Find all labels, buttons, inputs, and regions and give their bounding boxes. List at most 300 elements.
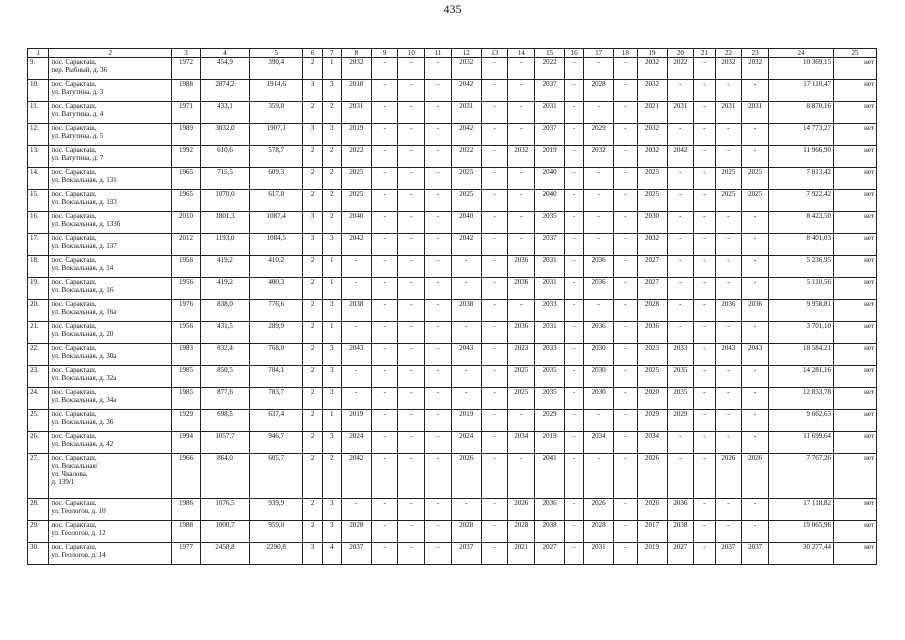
cost-cell: 7 767,26 (768, 454, 833, 499)
year-cell: - (715, 410, 742, 432)
year-cell: - (667, 212, 694, 234)
year-cell: - (715, 388, 742, 410)
column-7-cell: 3 (322, 234, 341, 256)
row-number-cell: 12. (28, 124, 49, 146)
year-cell: 2025 (637, 168, 667, 190)
address-cell (49, 80, 172, 102)
year-cell: - (371, 146, 398, 168)
year-cell: - (481, 124, 508, 146)
total-area-cell: 431,5 (200, 322, 249, 344)
year-built-cell: 1956 (172, 322, 201, 344)
column-25-cell: нет (834, 300, 877, 322)
year-cell: 2038 (341, 300, 371, 322)
year-cell: - (398, 499, 425, 521)
year-cell: - (425, 366, 452, 388)
year-cell: - (614, 388, 637, 410)
year-cell: - (715, 499, 742, 521)
year-cell: - (614, 278, 637, 300)
year-cell: - (398, 256, 425, 278)
column-6-cell: 2 (303, 410, 322, 432)
year-cell: 2042 (451, 80, 481, 102)
year-cell: - (425, 300, 452, 322)
year-cell: - (614, 256, 637, 278)
year-cell: - (398, 58, 425, 80)
year-cell: - (425, 168, 452, 190)
address-cell (49, 543, 172, 565)
year-cell: 2017 (637, 521, 667, 543)
year-cell: 2030 (584, 388, 614, 410)
year-cell: 2043 (715, 344, 742, 366)
year-cell: - (565, 80, 584, 102)
year-cell: - (425, 388, 452, 410)
year-cell: - (565, 322, 584, 344)
column-25-cell: нет (834, 521, 877, 543)
column-7-cell: 4 (322, 543, 341, 565)
column-number-6: 6 (303, 49, 322, 58)
column-25-cell: нет (834, 499, 877, 521)
year-cell: 2034 (584, 432, 614, 454)
year-cell: - (742, 388, 769, 410)
cost-cell: 17 110,47 (768, 80, 833, 102)
column-number-24: 24 (768, 49, 833, 58)
year-cell: 2018 (341, 80, 371, 102)
cost-cell: 9 662,63 (768, 410, 833, 432)
year-cell: 2025 (637, 190, 667, 212)
year-cell: - (715, 80, 742, 102)
year-cell: - (584, 168, 614, 190)
table-row (28, 521, 877, 543)
living-area-cell: 617,8 (250, 190, 303, 212)
year-cell: - (425, 499, 452, 521)
column-number-9: 9 (371, 49, 398, 58)
year-cell: - (398, 322, 425, 344)
year-cell: - (694, 190, 715, 212)
year-cell: - (425, 278, 452, 300)
year-cell: - (481, 146, 508, 168)
column-7-cell: 3 (322, 344, 341, 366)
year-cell: 2026 (451, 454, 481, 499)
year-cell: 2031 (535, 278, 565, 300)
year-cell: - (715, 234, 742, 256)
table-row (28, 146, 877, 168)
column-6-cell: 2 (303, 256, 322, 278)
year-cell: 2043 (341, 344, 371, 366)
living-area-cell: 939,9 (250, 499, 303, 521)
column-7-cell: 1 (322, 322, 341, 344)
year-cell: 2027 (535, 543, 565, 565)
year-cell: 2028 (584, 521, 614, 543)
year-cell: 2043 (451, 344, 481, 366)
address-line: ул. Вокзальная, д. 42 (51, 440, 114, 448)
table-row (28, 300, 877, 322)
column-25-cell: нет (834, 322, 877, 344)
column-7-cell: 3 (322, 521, 341, 543)
address-line: ул. Вокзальная, д. 14 (51, 264, 114, 272)
year-cell: 2028 (637, 300, 667, 322)
year-cell: - (565, 344, 584, 366)
year-built-cell: 1988 (172, 80, 201, 102)
year-cell: - (398, 344, 425, 366)
year-cell: - (398, 146, 425, 168)
year-cell: - (425, 454, 452, 499)
year-cell: - (694, 521, 715, 543)
year-cell: - (694, 234, 715, 256)
year-cell: - (694, 124, 715, 146)
address-cell (49, 58, 172, 80)
year-cell: - (371, 366, 398, 388)
year-cell: 2030 (584, 366, 614, 388)
year-cell: - (398, 543, 425, 565)
living-area-cell: 637,4 (250, 410, 303, 432)
year-cell: - (481, 366, 508, 388)
address-line: ул. Вокзальная/ (51, 462, 98, 470)
year-cell: 2036 (742, 300, 769, 322)
year-built-cell: 2012 (172, 234, 201, 256)
address-cell (49, 344, 172, 366)
row-number-cell: 9. (28, 58, 49, 80)
year-cell: 2032 (508, 146, 535, 168)
year-cell: 2036 (667, 499, 694, 521)
living-area-cell: 946,7 (250, 432, 303, 454)
address-line: ул. Геологов, д. 10 (51, 507, 106, 515)
total-area-cell: 419,2 (200, 278, 249, 300)
year-cell: - (584, 212, 614, 234)
year-cell: - (565, 499, 584, 521)
year-cell: - (371, 322, 398, 344)
address-line: ул. Ватутина, д. 3 (51, 88, 104, 96)
address-line: пос. Саракташ, (51, 543, 97, 551)
address-cell (49, 499, 172, 521)
address-line: пос. Саракташ, (51, 80, 97, 88)
year-cell: 2038 (535, 521, 565, 543)
total-area-cell: 454,9 (200, 58, 249, 80)
year-built-cell: 1988 (172, 521, 201, 543)
year-cell: 2025 (742, 168, 769, 190)
column-7-cell: 3 (322, 499, 341, 521)
column-number-8: 8 (341, 49, 371, 58)
year-cell: - (341, 322, 371, 344)
address-line: ул. Вокзальная, д. 34а (51, 396, 117, 404)
year-cell: - (584, 300, 614, 322)
year-cell: - (694, 366, 715, 388)
year-cell: - (398, 454, 425, 499)
column-25-cell: нет (834, 146, 877, 168)
year-cell: - (398, 234, 425, 256)
year-cell: - (565, 521, 584, 543)
column-25-cell: нет (834, 234, 877, 256)
column-6-cell: 2 (303, 322, 322, 344)
year-cell: - (481, 410, 508, 432)
year-cell: - (508, 124, 535, 146)
table-row (28, 499, 877, 521)
cost-cell: 14 773,27 (768, 124, 833, 146)
column-25-cell: нет (834, 80, 877, 102)
year-cell: 2030 (584, 344, 614, 366)
year-cell: - (425, 521, 452, 543)
column-6-cell: 2 (303, 499, 322, 521)
row-number-cell: 18. (28, 256, 49, 278)
year-cell: 2036 (715, 300, 742, 322)
column-25-cell: нет (834, 256, 877, 278)
column-7-cell: 2 (322, 212, 341, 234)
column-25-cell: нет (834, 410, 877, 432)
year-cell: - (694, 300, 715, 322)
year-cell: - (371, 212, 398, 234)
year-cell: 2026 (715, 454, 742, 499)
address-line: ул. Вокзальная, д. 30а (51, 352, 117, 360)
year-cell: 2031 (535, 102, 565, 124)
column-6-cell: 2 (303, 300, 322, 322)
year-cell: - (341, 256, 371, 278)
year-cell: - (425, 256, 452, 278)
column-number-21: 21 (694, 49, 715, 58)
column-6-cell: 2 (303, 366, 322, 388)
year-cell: 2036 (508, 322, 535, 344)
address-line: пос. Саракташ, (51, 388, 97, 396)
address-cell (49, 300, 172, 322)
total-area-cell: 3032,0 (200, 124, 249, 146)
address-line: пос. Саракташ, (51, 432, 97, 440)
cost-cell: 18 584,21 (768, 344, 833, 366)
year-cell: - (667, 256, 694, 278)
year-built-cell: 1956 (172, 256, 201, 278)
year-cell: - (398, 278, 425, 300)
year-built-cell: 1994 (172, 432, 201, 454)
column-25-cell: нет (834, 432, 877, 454)
table-row (28, 256, 877, 278)
living-area-cell: 784,1 (250, 366, 303, 388)
year-cell: - (508, 234, 535, 256)
table-row (28, 190, 877, 212)
year-cell: 2025 (451, 190, 481, 212)
table-row (28, 388, 877, 410)
year-built-cell: 1983 (172, 344, 201, 366)
year-built-cell: 1966 (172, 454, 201, 499)
year-cell: - (451, 256, 481, 278)
year-cell: - (584, 454, 614, 499)
total-area-cell: 1000,7 (200, 521, 249, 543)
address-line: пос. Саракташ, (51, 190, 97, 198)
row-number-cell: 17. (28, 234, 49, 256)
column-6-cell: 2 (303, 146, 322, 168)
total-area-cell: 1801,3 (200, 212, 249, 234)
year-cell: 2031 (584, 543, 614, 565)
row-number-cell: 27. (28, 454, 49, 499)
year-cell: 2043 (742, 344, 769, 366)
column-25-cell: нет (834, 190, 877, 212)
year-built-cell: 1985 (172, 366, 201, 388)
column-25-cell: нет (834, 543, 877, 565)
living-area-cell: 959,0 (250, 521, 303, 543)
year-cell: - (614, 102, 637, 124)
year-cell: - (508, 190, 535, 212)
year-cell: - (584, 102, 614, 124)
year-cell: - (341, 278, 371, 300)
year-cell: 2032 (637, 146, 667, 168)
year-cell: - (694, 146, 715, 168)
column-7-cell: 3 (322, 300, 341, 322)
year-cell: - (742, 234, 769, 256)
cost-cell: 5 236,95 (768, 256, 833, 278)
table-row (28, 454, 877, 499)
year-cell: 2034 (637, 432, 667, 454)
column-number-16: 16 (565, 49, 584, 58)
row-number-cell: 22. (28, 344, 49, 366)
year-cell: - (508, 168, 535, 190)
year-cell: 2031 (341, 102, 371, 124)
cost-cell: 3 701,10 (768, 322, 833, 344)
address-cell (49, 432, 172, 454)
year-cell: - (425, 234, 452, 256)
year-cell: - (614, 499, 637, 521)
address-line: ул. Вокзальная, д. 16 (51, 286, 114, 294)
year-cell: 2028 (451, 521, 481, 543)
living-area-cell: 605,7 (250, 454, 303, 499)
total-area-cell: 864,0 (200, 454, 249, 499)
year-cell: - (614, 454, 637, 499)
year-cell: - (715, 256, 742, 278)
row-number-cell: 21. (28, 322, 49, 344)
cost-cell: 7 813,42 (768, 168, 833, 190)
year-cell: 2026 (742, 454, 769, 499)
column-number-7: 7 (322, 49, 341, 58)
address-line: ул. Вокзальная, д. 133б (51, 220, 121, 228)
column-number-10: 10 (398, 49, 425, 58)
row-number-cell: 28. (28, 499, 49, 521)
table-row (28, 102, 877, 124)
year-cell: - (694, 388, 715, 410)
year-cell: 2031 (715, 102, 742, 124)
year-cell: - (667, 190, 694, 212)
year-built-cell: 1965 (172, 168, 201, 190)
row-number-cell: 16. (28, 212, 49, 234)
total-area-cell: 1070,0 (200, 190, 249, 212)
year-cell: - (508, 102, 535, 124)
year-cell: 2042 (667, 146, 694, 168)
year-cell: 2032 (637, 124, 667, 146)
living-area-cell: 390,4 (250, 58, 303, 80)
year-cell: 2023 (637, 344, 667, 366)
address-cell (49, 190, 172, 212)
year-cell: - (742, 521, 769, 543)
column-25-cell: нет (834, 124, 877, 146)
total-area-cell: 838,0 (200, 300, 249, 322)
year-cell: - (481, 234, 508, 256)
year-cell: - (694, 344, 715, 366)
table-row (28, 58, 877, 80)
year-cell: - (371, 388, 398, 410)
year-cell: - (371, 521, 398, 543)
year-cell: - (694, 58, 715, 80)
address-cell (49, 278, 172, 300)
address-line: пос. Саракташ, (51, 410, 97, 418)
living-area-cell: 578,7 (250, 146, 303, 168)
year-cell: - (565, 190, 584, 212)
column-25-cell: нет (834, 366, 877, 388)
year-cell: 2034 (508, 432, 535, 454)
year-cell: - (565, 124, 584, 146)
column-number-23: 23 (742, 49, 769, 58)
year-cell: 2037 (341, 543, 371, 565)
year-cell: - (398, 190, 425, 212)
table-row (28, 212, 877, 234)
year-built-cell: 2010 (172, 212, 201, 234)
year-cell: - (565, 102, 584, 124)
living-area-cell: 1914,6 (250, 80, 303, 102)
year-cell: 2025 (715, 190, 742, 212)
cost-cell: 11 699,64 (768, 432, 833, 454)
living-area-cell: 609,3 (250, 168, 303, 190)
year-cell: 2025 (637, 366, 667, 388)
year-cell: 2019 (637, 543, 667, 565)
year-cell: - (614, 521, 637, 543)
year-cell: 2035 (535, 366, 565, 388)
column-number-5: 5 (250, 49, 303, 58)
address-cell (49, 256, 172, 278)
year-cell: - (565, 58, 584, 80)
year-cell: - (425, 432, 452, 454)
year-cell: - (425, 80, 452, 102)
year-cell: 2037 (535, 80, 565, 102)
year-cell: - (742, 80, 769, 102)
year-cell: - (371, 58, 398, 80)
row-number-cell: 10. (28, 80, 49, 102)
year-cell: 2024 (341, 432, 371, 454)
column-number-17: 17 (584, 49, 614, 58)
year-cell: - (715, 366, 742, 388)
year-cell: 2032 (451, 58, 481, 80)
address-line: пос. Саракташ, (51, 322, 97, 330)
column-6-cell: 2 (303, 432, 322, 454)
year-cell: - (371, 410, 398, 432)
row-number-cell: 25. (28, 410, 49, 432)
year-cell: - (614, 543, 637, 565)
column-number-20: 20 (667, 49, 694, 58)
cost-cell: 9 958,81 (768, 300, 833, 322)
column-7-cell: 3 (322, 388, 341, 410)
address-cell (49, 388, 172, 410)
year-cell: - (565, 432, 584, 454)
year-cell: - (742, 366, 769, 388)
address-line: пер. Рыбный, д. 36 (51, 66, 108, 74)
year-cell: - (694, 499, 715, 521)
year-cell: - (481, 499, 508, 521)
year-cell: - (694, 102, 715, 124)
year-cell: - (565, 366, 584, 388)
year-cell: 2031 (535, 256, 565, 278)
year-cell: 2038 (667, 521, 694, 543)
address-line: ул. Ватутина, д. 7 (51, 154, 104, 162)
year-cell: 2022 (451, 146, 481, 168)
year-cell: 2024 (451, 432, 481, 454)
year-cell: - (614, 212, 637, 234)
address-line: пос. Саракташ, (51, 58, 97, 66)
year-cell: 2031 (535, 322, 565, 344)
year-cell: 2035 (535, 388, 565, 410)
row-number-cell: 11. (28, 102, 49, 124)
year-cell: - (451, 499, 481, 521)
year-cell: 2033 (535, 344, 565, 366)
address-cell (49, 212, 172, 234)
year-cell: 2038 (451, 300, 481, 322)
year-cell: - (425, 102, 452, 124)
year-cell: 2025 (341, 168, 371, 190)
year-cell: 2028 (584, 80, 614, 102)
column-25-cell: нет (834, 388, 877, 410)
row-number-cell: 14. (28, 168, 49, 190)
cost-cell: 7 922,42 (768, 190, 833, 212)
year-cell: - (614, 322, 637, 344)
